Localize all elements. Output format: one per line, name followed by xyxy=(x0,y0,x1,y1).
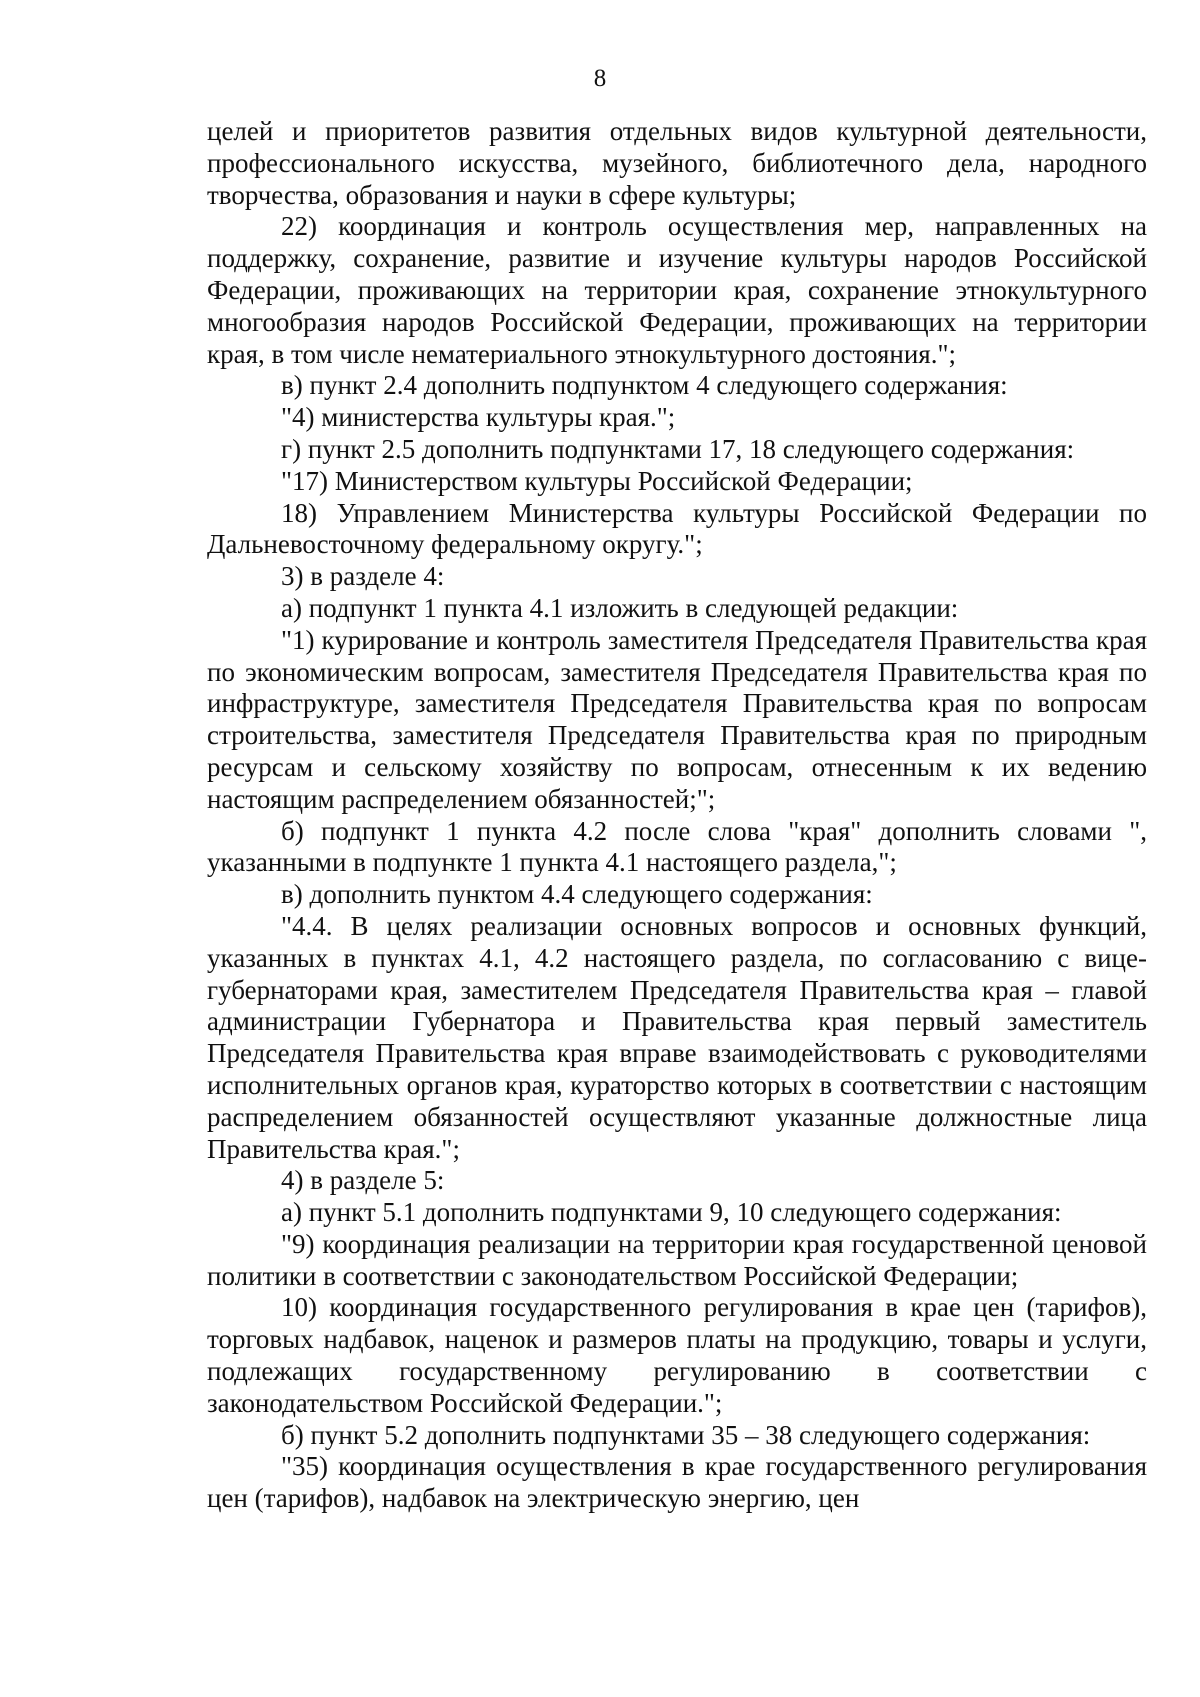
paragraph-9: а) подпункт 1 пункта 4.1 изложить в следующей редакции: xyxy=(281,592,959,623)
paragraph-4: "4) министерства культуры края."; xyxy=(281,402,676,433)
paragraph-12: в) дополнить пунктом 4.4 следующего содержания: xyxy=(281,879,873,910)
paragraph-11: б) подпункт 1 пункта 4.2 после слова "края" дополнить словами ", указанными в подпункте 1 пункта 4.1 настоящего раздела,"; xyxy=(207,815,1147,878)
paragraph-5: г) пункт 2.5 дополнить подпунктами 17, 18 следующего содержания: xyxy=(281,433,1075,464)
paragraph-18: б) пункт 5.2 дополнить подпунктами 35 – 38 следующего содержания: xyxy=(281,1419,1091,1450)
paragraph-3: в) пункт 2.4 дополнить подпунктом 4 следующего содержания: xyxy=(281,370,1008,401)
page-number: 8 xyxy=(593,65,607,92)
paragraph-13: "4.4. В целях реализации основных вопросов и основных функций, указанных в пунктах 4.1, 4.2 настоящего раздела, по согласованию с вице-губернаторами края, заместителем Председателя Правительства края – главой администрации Губернатора и Правительства края первый заместитель Председателя Правительства края вправе взаимодействовать с руководителями исполнительных органов края, кураторство которых в соответствии с настоящим распределением обязанностей осуществляют указанные должностные лица Правительства края."; xyxy=(207,910,1147,1164)
paragraph-16: "9) координация реализации на территории края государственной ценовой политики в соответствии с законодательством Российской Федерации; xyxy=(207,1228,1147,1291)
paragraph-19: "35) координация осуществления в крае государственного регулирования цен (тарифов), надбавок на электрическую энергию, цен xyxy=(207,1451,1147,1514)
paragraph-8: 3) в разделе 4: xyxy=(281,561,445,592)
paragraph-1: целей и приоритетов развития отдельных видов культурной деятельности, профессионального искусства, музейного, библиотечного дела, народного творчества, образования и науки в сфере культуры; xyxy=(207,116,1147,210)
paragraph-7: 18) Управлением Министерства культуры Российской Федерации по Дальневосточному федеральному округу."; xyxy=(207,497,1147,560)
paragraph-6: "17) Министерством культуры Российской Федерации; xyxy=(281,465,913,496)
paragraph-2: 22) координация и контроль осуществления мер, направленных на поддержку, сохранение, развитие и изучение культуры народов Российской Федерации, проживающих на территории края, сохранение этнокультурного многообразия народов Российской Федерации, проживающих на территории края, в том числе нематериального этнокультурного достояния."; xyxy=(207,211,1147,369)
paragraph-14: 4) в разделе 5: xyxy=(281,1165,445,1196)
document-body xyxy=(207,116,1147,1515)
paragraph-17: 10) координация государственного регулирования в крае цен (тарифов), торговых надбавок, наценок и размеров платы на продукцию, товары и услуги, подлежащих государственному регулированию в соответствии с законодательством Российской Федерации."; xyxy=(207,1292,1147,1418)
paragraph-10: "1) курирование и контроль заместителя Председателя Правительства края по экономическим вопросам, заместителя Председателя Правительства края по инфраструктуре, заместителя Председателя Правительства края по вопросам строительства, заместителя Председателя Правительства края по природным ресурсам и сельскому хозяйству по вопросам, отнесенным к их ведению настоящим распределением обязанностей;"; xyxy=(207,624,1147,814)
paragraph-15: а) пункт 5.1 дополнить подпунктами 9, 10 следующего содержания: xyxy=(281,1197,1062,1228)
